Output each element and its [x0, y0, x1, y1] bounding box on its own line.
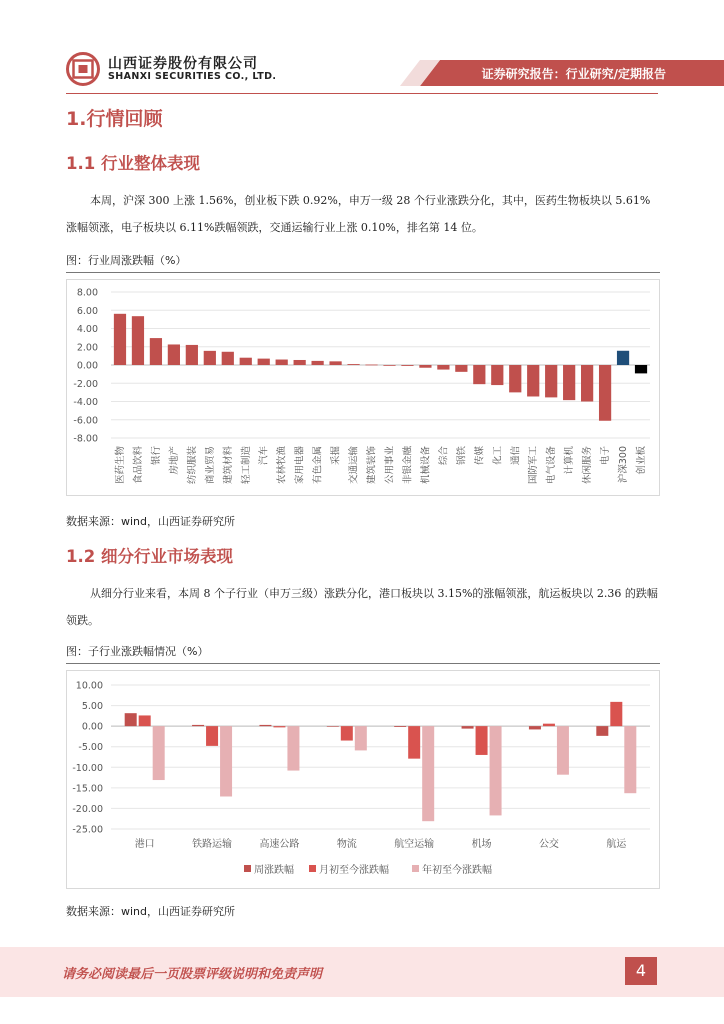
industry-weekly-change-chart	[67, 280, 659, 495]
bar	[545, 365, 557, 397]
x-tick-label: 公用事业	[384, 446, 396, 485]
bar	[491, 365, 503, 385]
y-tick-label: -15.00	[72, 783, 103, 795]
x-tick-label: 有色金属	[312, 446, 324, 485]
industry-chart-frame	[66, 279, 660, 496]
bar	[347, 364, 359, 365]
bar	[258, 359, 270, 365]
bar	[329, 361, 341, 365]
bar	[490, 726, 502, 815]
subindustry-chart-frame	[66, 670, 660, 889]
bar	[287, 726, 299, 770]
x-tick-label: 采掘	[330, 446, 342, 466]
bar	[624, 726, 636, 793]
x-tick-label: 电气设备	[546, 446, 558, 485]
x-tick-label: 沪深300	[618, 446, 630, 484]
subindustry-change-chart	[67, 671, 659, 888]
x-tick-label: 物流	[336, 839, 357, 850]
bar	[132, 316, 144, 365]
bar	[168, 344, 180, 365]
x-tick-label: 房地产	[168, 446, 180, 475]
x-tick-label: 机械设备	[420, 446, 432, 485]
bar	[581, 365, 593, 402]
bar	[204, 351, 216, 365]
figure-rule-2	[66, 663, 660, 664]
bar	[563, 365, 575, 400]
x-tick-label: 汽车	[258, 446, 270, 466]
bar	[455, 365, 467, 372]
bar	[422, 726, 434, 821]
x-tick-label: 港口	[134, 839, 155, 850]
y-tick-label: -25.00	[72, 824, 103, 836]
bar	[509, 365, 521, 392]
y-tick-label: 0.00	[81, 721, 103, 733]
figure-caption-2: 图：子行业涨跌幅情况（%）	[66, 645, 209, 658]
figure-source-2: 数据来源：wind，山西证券研究所	[66, 905, 236, 918]
x-tick-label: 农林牧渔	[276, 446, 288, 485]
header-divider	[66, 93, 658, 94]
x-tick-label: 家用电器	[294, 446, 306, 485]
bar	[557, 726, 569, 775]
bar	[259, 725, 271, 726]
x-tick-label: 食品饮料	[132, 446, 144, 485]
bar	[365, 365, 377, 366]
x-tick-label: 综合	[438, 446, 450, 466]
x-tick-label: 交通运输	[348, 446, 360, 485]
x-tick-label: 传媒	[474, 446, 486, 466]
bar	[186, 345, 198, 365]
subsection-title-1: 1.1 行业整体表现	[66, 154, 200, 173]
x-tick-label: 化工	[492, 446, 504, 466]
x-tick-label: 航运	[606, 839, 627, 850]
bar	[139, 715, 151, 726]
legend-swatch	[309, 865, 316, 872]
page-number: 4	[625, 957, 657, 985]
y-tick-label: -4.00	[73, 397, 98, 408]
y-tick-label: 2.00	[76, 342, 98, 354]
bar	[543, 724, 555, 726]
x-tick-label: 创业板	[636, 446, 648, 475]
bar	[437, 365, 449, 370]
x-tick-label: 铁路运输	[192, 839, 233, 850]
x-tick-label: 休闲服务	[582, 446, 594, 485]
company-name-en: SHANXI SECURITIES CO., LTD.	[108, 71, 277, 82]
bar	[327, 726, 339, 727]
x-tick-label: 高速公路	[259, 839, 300, 850]
bar	[527, 365, 539, 396]
bar	[419, 365, 431, 368]
y-tick-label: 4.00	[76, 324, 98, 335]
bar	[153, 726, 165, 780]
bar	[294, 360, 306, 365]
x-tick-label: 机场	[471, 839, 492, 850]
bar	[341, 726, 353, 740]
y-tick-label: -6.00	[73, 415, 98, 427]
x-tick-label: 银行	[150, 446, 162, 466]
subsection-title-2: 1.2 细分行业市场表现	[66, 547, 233, 566]
bar	[462, 726, 474, 728]
y-tick-label: 0.00	[76, 360, 98, 372]
report-type: 证券研究报告：行业研究/定期报告	[481, 67, 666, 81]
bar	[125, 713, 137, 726]
bar	[312, 361, 324, 365]
x-tick-label: 国防军工	[528, 446, 540, 485]
y-tick-label: -8.00	[73, 433, 98, 445]
y-tick-label: 6.00	[76, 305, 98, 317]
section-title: 1.行情回顾	[66, 108, 163, 130]
bar	[114, 314, 126, 365]
x-tick-label: 建筑材料	[222, 446, 234, 485]
bar	[355, 726, 367, 750]
bar	[596, 726, 608, 736]
x-tick-label: 建筑装饰	[366, 446, 378, 485]
bar	[476, 726, 488, 755]
bar	[240, 358, 252, 365]
bar	[206, 726, 218, 746]
bar	[635, 365, 647, 373]
x-tick-label: 钢铁	[456, 446, 468, 466]
figure-caption-1: 图：行业周涨跌幅（%）	[66, 254, 187, 267]
page-header	[0, 0, 724, 95]
figure-rule-1	[66, 272, 660, 273]
bar	[394, 726, 406, 727]
company-name-cn: 山西证券股份有限公司	[108, 56, 258, 72]
bar	[408, 726, 420, 759]
legend-label: 月初至今涨跌幅	[319, 865, 389, 876]
bar	[610, 702, 622, 726]
x-tick-label: 航空运输	[394, 839, 435, 850]
paragraph-1: 本周，沪深 300 上涨 1.56%，创业板下跌 0.92%，申万一级 28 个行业涨跌分化，其中，医药生物板块以 5.61%涨幅领涨，电子板块以 6.11%跌幅领跌，交通运输行业上涨 0.10%，排名第 14 位。	[66, 194, 651, 234]
bar	[473, 365, 485, 384]
paragraph-2: 从细分行业来看，本周 8 个子行业（申万三级）涨跌分化，港口板块以 3.15%的涨幅领涨，航运板块以 2.36 的跌幅领跌。	[66, 587, 658, 627]
bar	[617, 351, 629, 365]
y-tick-label: -20.00	[72, 803, 103, 815]
x-tick-label: 计算机	[564, 446, 576, 475]
bar	[192, 725, 204, 726]
figure-source-1: 数据来源：wind，山西证券研究所	[66, 515, 236, 528]
x-tick-label: 电子	[600, 446, 612, 466]
x-tick-label: 纺织服装	[186, 446, 198, 485]
legend-label: 年初至今涨跌幅	[422, 865, 492, 876]
bar	[599, 365, 611, 421]
bar	[220, 726, 232, 796]
y-tick-label: 5.00	[81, 701, 103, 713]
legend-label: 周涨跌幅	[254, 865, 294, 876]
bar	[273, 726, 285, 727]
disclaimer-link[interactable]: 请务必阅读最后一页股票评级说明和免责声明	[62, 967, 323, 982]
y-tick-label: 8.00	[76, 287, 98, 299]
x-tick-label: 非银金融	[402, 446, 414, 485]
x-tick-label: 商业贸易	[204, 446, 216, 485]
bar	[222, 352, 234, 365]
legend-swatch	[244, 865, 251, 872]
y-tick-label: -5.00	[78, 742, 103, 754]
bar	[529, 726, 541, 729]
x-tick-label: 轻工制造	[240, 446, 252, 485]
y-tick-label: 10.00	[75, 680, 103, 692]
bar	[150, 338, 162, 365]
x-tick-label: 医药生物	[114, 446, 126, 485]
y-tick-label: -2.00	[73, 378, 98, 390]
x-tick-label: 通信	[510, 446, 522, 466]
bar	[276, 360, 288, 365]
y-tick-label: -10.00	[72, 762, 103, 774]
bar	[383, 365, 395, 366]
x-tick-label: 公交	[538, 839, 559, 850]
bar	[401, 365, 413, 366]
legend-swatch	[412, 865, 419, 872]
